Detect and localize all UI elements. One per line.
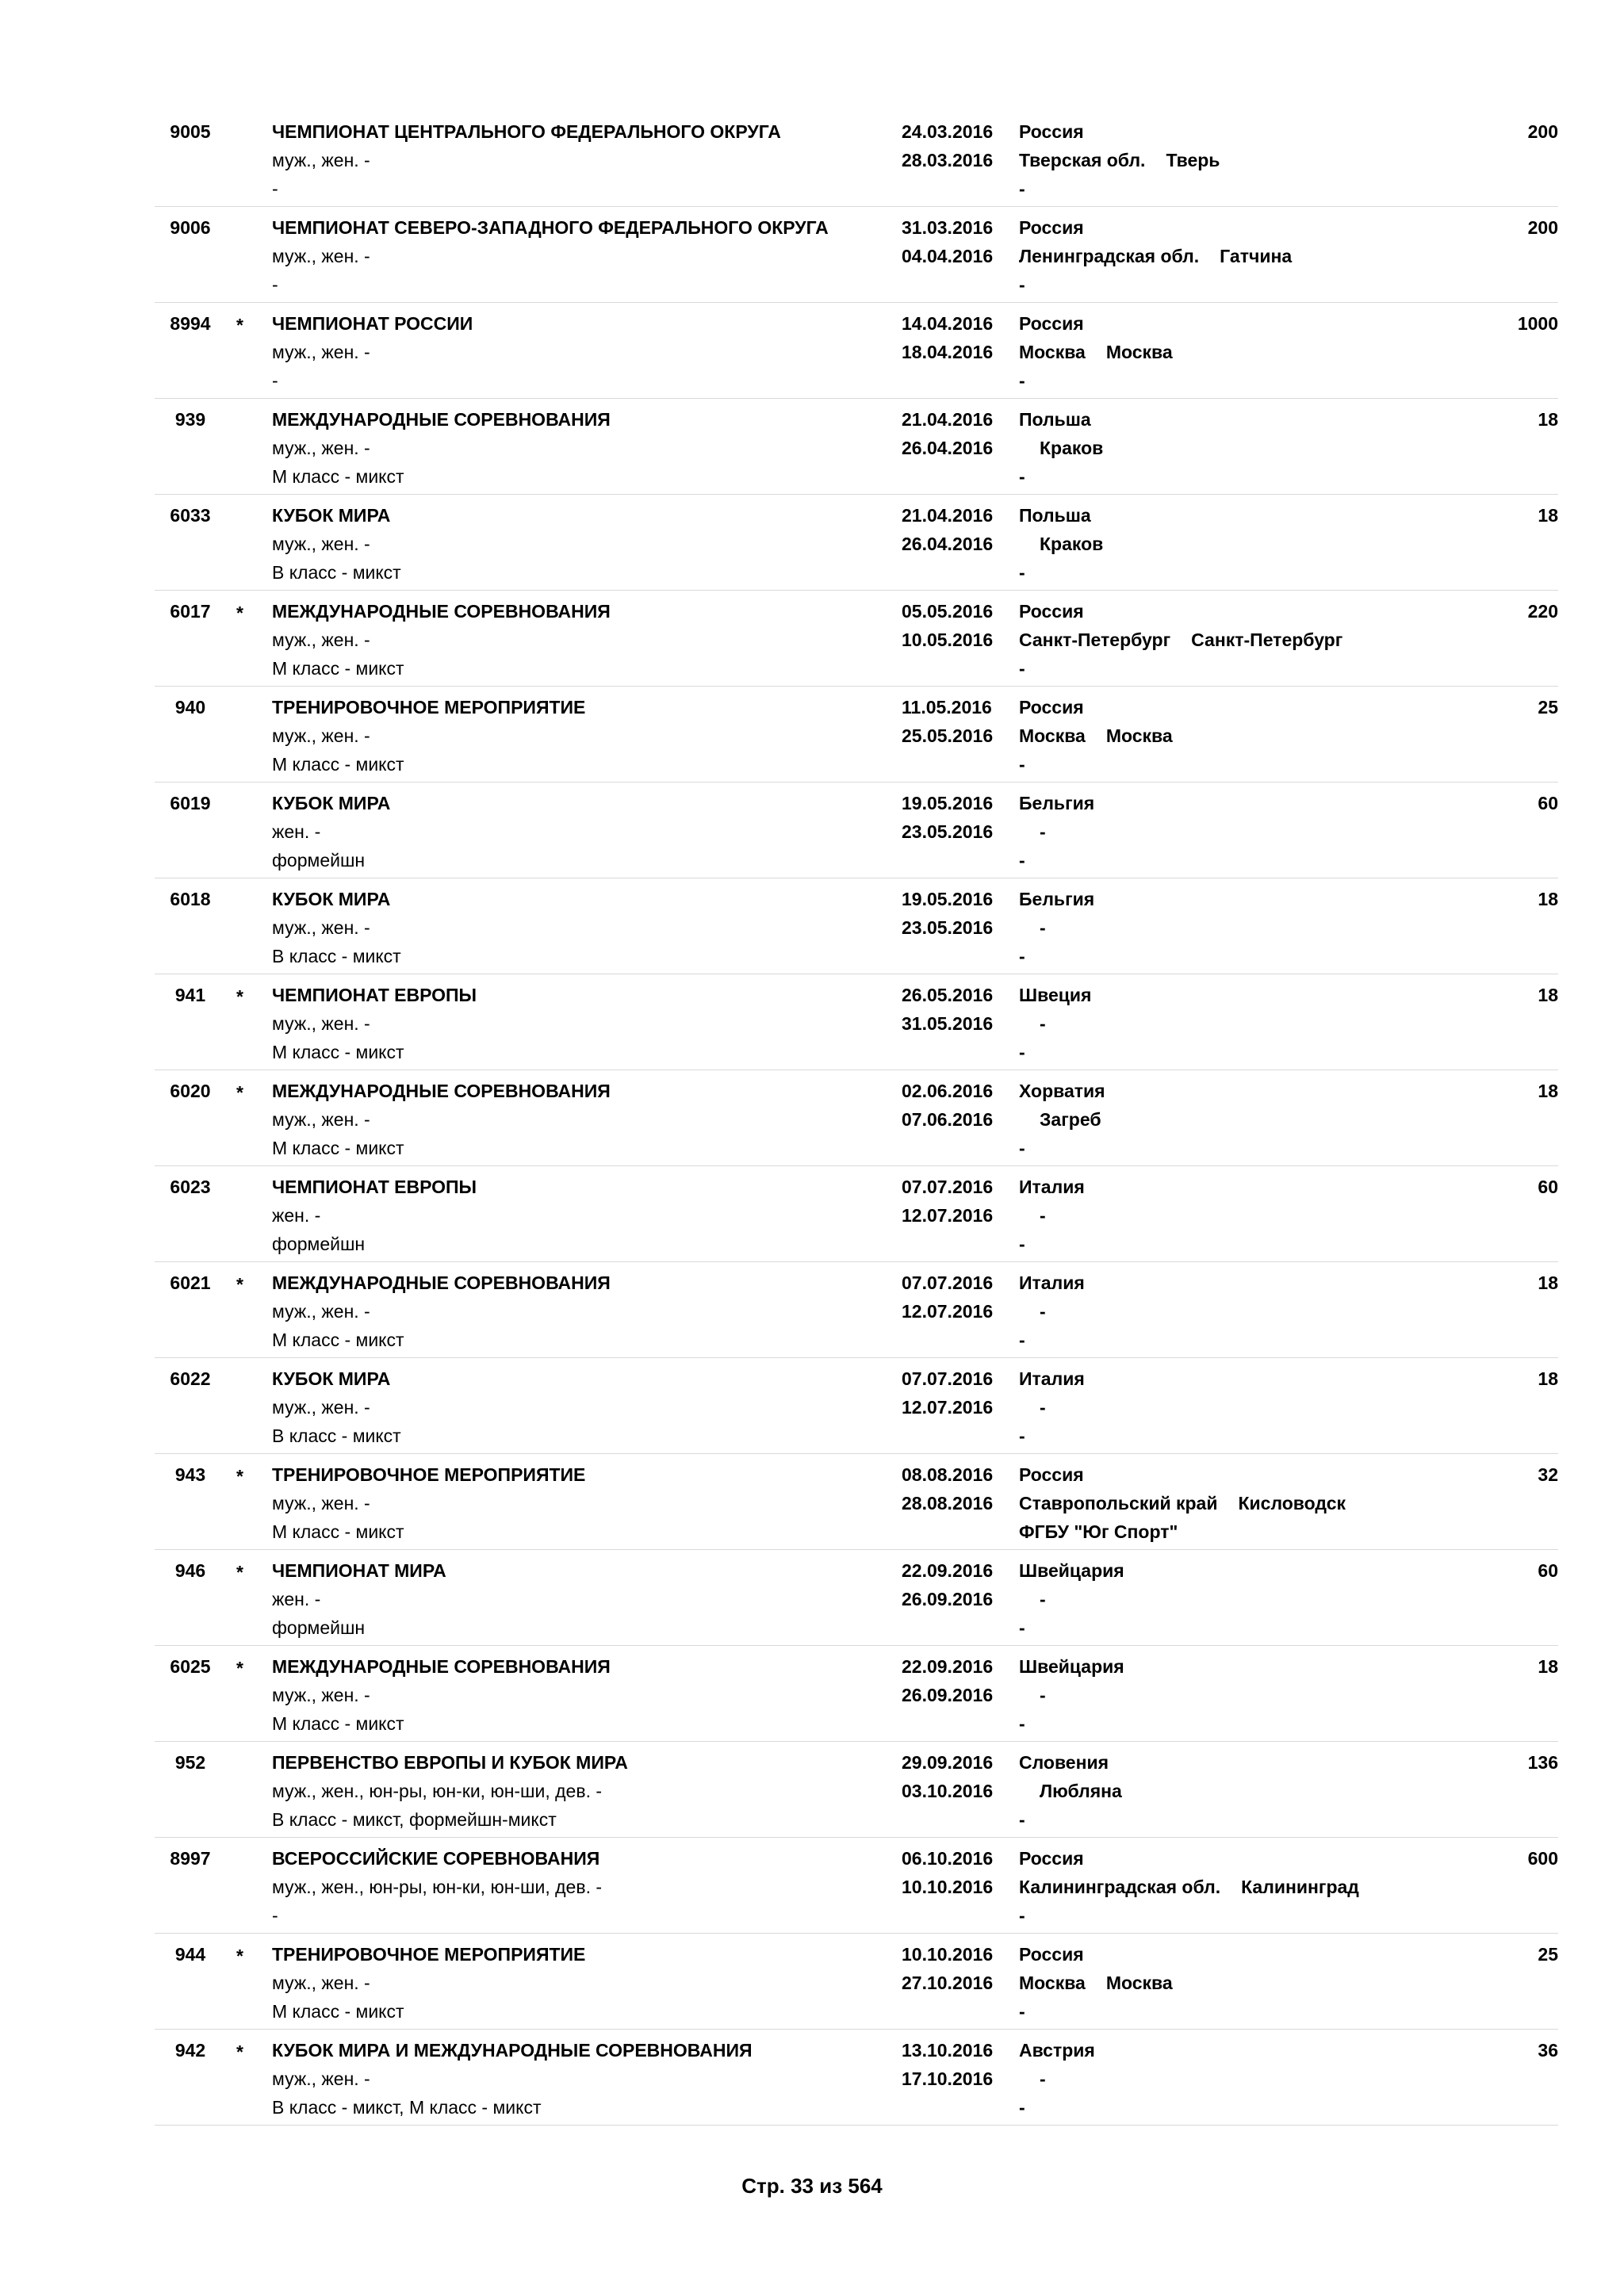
event-category: муж., жен. - <box>272 1493 370 1513</box>
event-title: ЧЕМПИОНАТ РОССИИ <box>272 313 473 334</box>
event-city: Москва <box>1105 725 1173 746</box>
event-participants: 18 <box>1538 505 1558 526</box>
event-classes: В класс - микст <box>272 946 401 966</box>
event-date-start: 21.04.2016 <box>902 505 994 526</box>
event-date-start: 08.08.2016 <box>902 1464 994 1485</box>
event-date-end: 27.10.2016 <box>902 1973 994 1993</box>
event-category: муж., жен. - <box>272 342 370 362</box>
event-id: 6019 <box>170 793 211 813</box>
event-location <box>1019 1777 1122 1805</box>
event-classes: М класс - микст <box>272 2001 404 2022</box>
event-participants: 200 <box>1527 121 1558 142</box>
event-category: муж., жен. - <box>272 1973 370 1993</box>
event-category: муж., жен. - <box>272 150 370 170</box>
event-classes: формейшн <box>272 1234 366 1254</box>
event-location <box>1019 434 1103 462</box>
event-row <box>155 974 1558 1070</box>
event-id: 6022 <box>170 1368 211 1389</box>
event-date-start: 07.07.2016 <box>902 1177 994 1197</box>
event-title: КУБОК МИРА <box>272 1368 391 1389</box>
event-row <box>155 878 1558 974</box>
event-participants: 18 <box>1538 1656 1558 1677</box>
event-date-end: 18.04.2016 <box>902 342 994 362</box>
event-participants: 25 <box>1538 1944 1558 1965</box>
event-date-start: 22.09.2016 <box>902 1656 994 1677</box>
event-city: - <box>1040 821 1046 842</box>
event-venue: - <box>1019 178 1025 199</box>
event-participants: 32 <box>1538 1464 1558 1485</box>
event-country: Россия <box>1019 1464 1084 1485</box>
event-date-end: 28.08.2016 <box>902 1493 994 1513</box>
event-participants: 220 <box>1527 601 1558 622</box>
event-row <box>155 1838 1558 1934</box>
event-id: 8997 <box>170 1848 211 1869</box>
event-city: Санкт-Петербург <box>1191 629 1343 650</box>
event-title: ВСЕРОССИЙСКИЕ СОРЕВНОВАНИЯ <box>272 1848 600 1869</box>
event-country: Швейцария <box>1019 1656 1124 1677</box>
event-venue: - <box>1019 2001 1025 2022</box>
event-category: жен. - <box>272 1205 321 1226</box>
event-classes: М класс - микст <box>272 1521 404 1542</box>
event-participants: 18 <box>1538 409 1558 430</box>
event-city: Тверь <box>1166 150 1220 170</box>
event-star-mark: * <box>236 1082 243 1103</box>
event-row <box>155 207 1558 303</box>
event-country: Бельгия <box>1019 793 1095 813</box>
event-city: Краков <box>1040 534 1104 554</box>
event-date-end: 10.10.2016 <box>902 1877 994 1897</box>
event-date-end: 10.05.2016 <box>902 629 994 650</box>
event-category: муж., жен. - <box>272 246 370 266</box>
event-title: МЕЖДУНАРОДНЫЕ СОРЕВНОВАНИЯ <box>272 601 611 622</box>
event-date-end: 04.04.2016 <box>902 246 994 266</box>
event-date-start: 07.07.2016 <box>902 1368 994 1389</box>
event-id: 6020 <box>170 1081 211 1101</box>
event-title: ЧЕМПИОНАТ МИРА <box>272 1560 446 1581</box>
event-row <box>155 1454 1558 1550</box>
event-title: ЧЕМПИОНАТ СЕВЕРО-ЗАПАДНОГО ФЕДЕРАЛЬНОГО ОКРУГА <box>272 217 829 238</box>
event-row <box>155 2030 1558 2126</box>
event-id: 944 <box>174 1944 206 1965</box>
event-country: Австрия <box>1019 2040 1095 2061</box>
event-date-start: 31.03.2016 <box>902 217 994 238</box>
event-date-start: 10.10.2016 <box>902 1944 994 1965</box>
event-date-end: 26.09.2016 <box>902 1685 994 1705</box>
event-id: 6033 <box>170 505 211 526</box>
event-city: Москва <box>1105 1973 1173 1993</box>
event-venue: - <box>1019 1425 1025 1446</box>
event-row <box>155 1742 1558 1838</box>
event-date-start: 26.05.2016 <box>902 985 994 1005</box>
event-venue: - <box>1019 466 1025 487</box>
event-city: Москва <box>1105 342 1173 362</box>
event-date-end: 31.05.2016 <box>902 1013 994 1034</box>
event-row <box>155 591 1558 687</box>
event-venue: - <box>1019 2097 1025 2118</box>
event-venue: - <box>1019 1617 1025 1638</box>
event-date-end: 12.07.2016 <box>902 1301 994 1322</box>
event-venue: - <box>1019 1138 1025 1158</box>
event-title: ЧЕМПИОНАТ ЕВРОПЫ <box>272 985 477 1005</box>
event-id: 6017 <box>170 601 211 622</box>
event-classes: - <box>272 178 278 199</box>
event-date-start: 29.09.2016 <box>902 1752 994 1773</box>
event-date-start: 05.05.2016 <box>902 601 994 622</box>
event-title: ТРЕНИРОВОЧНОЕ МЕРОПРИЯТИЕ <box>272 1464 586 1485</box>
event-country: Италия <box>1019 1177 1085 1197</box>
event-row <box>155 1934 1558 2030</box>
event-classes: - <box>272 274 278 295</box>
event-classes: М класс - микст <box>272 1330 404 1350</box>
event-venue: - <box>1019 946 1025 966</box>
event-city: Кисловодск <box>1238 1493 1346 1513</box>
event-id: 8994 <box>170 313 211 334</box>
event-star-mark: * <box>236 603 243 623</box>
event-title: ТРЕНИРОВОЧНОЕ МЕРОПРИЯТИЕ <box>272 697 586 718</box>
event-classes: формейшн <box>272 850 366 871</box>
event-country: Швеция <box>1019 985 1092 1005</box>
event-title: КУБОК МИРА И МЕЖДУНАРОДНЫЕ СОРЕВНОВАНИЯ <box>272 2040 753 2061</box>
event-participants: 18 <box>1538 889 1558 909</box>
event-location <box>1019 1681 1046 1709</box>
event-classes: В класс - микст, М класс - микст <box>272 2097 542 2118</box>
event-star-mark: * <box>236 315 243 335</box>
event-date-end: 26.09.2016 <box>902 1589 994 1609</box>
event-participants: 36 <box>1538 2040 1558 2061</box>
event-country: Россия <box>1019 1944 1084 1965</box>
event-classes: В класс - микст <box>272 1425 401 1446</box>
event-venue: - <box>1019 1234 1025 1254</box>
event-location <box>1019 1201 1046 1230</box>
event-date-start: 24.03.2016 <box>902 121 994 142</box>
event-date-start: 02.06.2016 <box>902 1081 994 1101</box>
event-star-mark: * <box>236 1466 243 1487</box>
event-category: жен. - <box>272 821 321 842</box>
event-id: 6023 <box>170 1177 211 1197</box>
event-date-start: 19.05.2016 <box>902 889 994 909</box>
event-country: Россия <box>1019 1848 1084 1869</box>
event-city: Гатчина <box>1220 246 1293 266</box>
event-title: КУБОК МИРА <box>272 793 391 813</box>
event-venue: - <box>1019 1330 1025 1350</box>
event-city: - <box>1040 1397 1046 1418</box>
event-star-mark: * <box>236 1274 243 1295</box>
event-title: ЧЕМПИОНАТ ЦЕНТРАЛЬНОГО ФЕДЕРАЛЬНОГО ОКРУГА <box>272 121 781 142</box>
event-row <box>155 687 1558 783</box>
event-classes: М класс - микст <box>272 1713 404 1734</box>
event-city: Любляна <box>1040 1781 1122 1801</box>
event-participants: 60 <box>1538 1560 1558 1581</box>
event-participants: 25 <box>1538 697 1558 718</box>
event-date-start: 07.07.2016 <box>902 1272 994 1293</box>
event-star-mark: * <box>236 986 243 1007</box>
event-participants: 200 <box>1527 217 1558 238</box>
event-location <box>1019 721 1173 750</box>
event-row <box>155 1550 1558 1646</box>
event-city: Калининград <box>1241 1877 1359 1897</box>
event-star-mark: * <box>236 1658 243 1678</box>
event-venue: - <box>1019 754 1025 775</box>
event-city: Краков <box>1040 438 1104 458</box>
event-category: муж., жен. - <box>272 917 370 938</box>
event-classes: М класс - микст <box>272 1138 404 1158</box>
event-category: муж., жен. - <box>272 1685 370 1705</box>
event-location <box>1019 1009 1046 1038</box>
event-date-start: 14.04.2016 <box>902 313 994 334</box>
event-category: муж., жен. - <box>272 629 370 650</box>
event-id: 9005 <box>170 121 211 142</box>
event-location <box>1019 242 1292 270</box>
event-location <box>1019 913 1046 942</box>
event-venue: - <box>1019 370 1025 391</box>
event-date-end: 26.04.2016 <box>902 438 994 458</box>
event-venue: - <box>1019 1809 1025 1830</box>
event-participants: 18 <box>1538 1272 1558 1293</box>
event-region: Москва <box>1019 342 1086 362</box>
event-classes: В класс - микст, формейшн-микст <box>272 1809 557 1830</box>
event-country: Россия <box>1019 601 1084 622</box>
event-category: муж., жен. - <box>272 725 370 746</box>
event-city: - <box>1040 2068 1046 2089</box>
event-id: 6021 <box>170 1272 211 1293</box>
event-row <box>155 1166 1558 1262</box>
event-venue: - <box>1019 1713 1025 1734</box>
event-category: жен. - <box>272 1589 321 1609</box>
event-country: Россия <box>1019 121 1084 142</box>
event-region: Калининградская обл. <box>1019 1877 1221 1897</box>
event-participants: 18 <box>1538 1368 1558 1389</box>
event-participants: 136 <box>1527 1752 1558 1773</box>
event-participants: 600 <box>1527 1848 1558 1869</box>
event-title: МЕЖДУНАРОДНЫЕ СОРЕВНОВАНИЯ <box>272 1656 611 1677</box>
event-region: Санкт-Петербург <box>1019 629 1171 650</box>
event-location <box>1019 338 1173 366</box>
event-location <box>1019 530 1103 558</box>
event-date-start: 11.05.2016 <box>902 697 992 718</box>
event-star-mark: * <box>236 2042 243 2062</box>
event-classes: формейшн <box>272 1617 366 1638</box>
event-venue: - <box>1019 562 1025 583</box>
event-venue: ФГБУ "Юг Спорт" <box>1019 1521 1178 1542</box>
event-row <box>155 1262 1558 1358</box>
event-location <box>1019 1489 1346 1517</box>
event-title: МЕЖДУНАРОДНЫЕ СОРЕВНОВАНИЯ <box>272 1081 611 1101</box>
event-location <box>1019 1873 1359 1901</box>
event-id: 6018 <box>170 889 211 909</box>
event-category: муж., жен. - <box>272 438 370 458</box>
event-venue: - <box>1019 658 1025 679</box>
event-row <box>155 1358 1558 1454</box>
event-category: муж., жен., юн-ры, юн-ки, юн-ши, дев. - <box>272 1877 603 1897</box>
event-location <box>1019 817 1046 846</box>
event-category: муж., жен. - <box>272 1109 370 1130</box>
event-location <box>1019 1585 1046 1613</box>
event-category: муж., жен. - <box>272 2068 370 2089</box>
event-classes: - <box>272 370 278 391</box>
event-participants: 1000 <box>1517 313 1558 334</box>
event-region: Ставропольский край <box>1019 1493 1218 1513</box>
event-id: 952 <box>174 1752 206 1773</box>
event-date-start: 13.10.2016 <box>902 2040 994 2061</box>
event-star-mark: * <box>236 1562 243 1582</box>
event-country: Россия <box>1019 697 1084 718</box>
event-id: 943 <box>174 1464 206 1485</box>
page-number: Стр. 33 из 564 <box>741 2174 883 2198</box>
event-date-start: 06.10.2016 <box>902 1848 994 1869</box>
event-region: Тверская обл. <box>1019 150 1146 170</box>
event-participants: 18 <box>1538 985 1558 1005</box>
event-city: - <box>1040 1205 1046 1226</box>
event-title: ПЕРВЕНСТВО ЕВРОПЫ И КУБОК МИРА <box>272 1752 628 1773</box>
event-id: 939 <box>174 409 206 430</box>
event-date-start: 21.04.2016 <box>902 409 994 430</box>
event-title: КУБОК МИРА <box>272 505 391 526</box>
event-row <box>155 303 1558 399</box>
event-country: Бельгия <box>1019 889 1095 909</box>
event-row <box>155 1646 1558 1742</box>
event-title: ТРЕНИРОВОЧНОЕ МЕРОПРИЯТИЕ <box>272 1944 586 1965</box>
event-date-end: 17.10.2016 <box>902 2068 994 2089</box>
event-title: МЕЖДУНАРОДНЫЕ СОРЕВНОВАНИЯ <box>272 1272 611 1293</box>
event-country: Хорватия <box>1019 1081 1105 1101</box>
event-category: муж., жен. - <box>272 1397 370 1418</box>
event-country: Польша <box>1019 505 1091 526</box>
event-date-end: 03.10.2016 <box>902 1781 994 1801</box>
event-date-end: 25.05.2016 <box>902 725 994 746</box>
event-location <box>1019 2064 1046 2093</box>
event-id: 940 <box>174 697 206 718</box>
event-classes: М класс - микст <box>272 1042 404 1062</box>
event-row <box>155 111 1558 207</box>
event-country: Италия <box>1019 1368 1085 1389</box>
event-row <box>155 1070 1558 1166</box>
event-participants: 18 <box>1538 1081 1558 1101</box>
event-title: КУБОК МИРА <box>272 889 391 909</box>
event-classes: - <box>272 1905 278 1926</box>
event-country: Польша <box>1019 409 1091 430</box>
event-date-end: 28.03.2016 <box>902 150 994 170</box>
event-city: - <box>1040 1301 1046 1322</box>
event-classes: М класс - микст <box>272 466 404 487</box>
event-category: муж., жен. - <box>272 534 370 554</box>
event-id: 946 <box>174 1560 206 1581</box>
event-city: - <box>1040 1685 1046 1705</box>
event-participants: 60 <box>1538 793 1558 813</box>
event-date-end: 26.04.2016 <box>902 534 994 554</box>
event-classes: В класс - микст <box>272 562 401 583</box>
event-row <box>155 399 1558 495</box>
event-row <box>155 495 1558 591</box>
event-location <box>1019 626 1342 654</box>
event-category: муж., жен. - <box>272 1301 370 1322</box>
event-date-end: 07.06.2016 <box>902 1109 994 1130</box>
event-id: 941 <box>174 985 206 1005</box>
event-location <box>1019 1393 1046 1422</box>
event-city: Загреб <box>1040 1109 1101 1130</box>
event-venue: - <box>1019 850 1025 871</box>
event-date-end: 23.05.2016 <box>902 917 994 938</box>
event-city: - <box>1040 1589 1046 1609</box>
event-city: - <box>1040 1013 1046 1034</box>
event-row <box>155 783 1558 878</box>
event-location <box>1019 1969 1173 1997</box>
event-category: муж., жен. - <box>272 1013 370 1034</box>
event-location <box>1019 1105 1101 1134</box>
event-country: Италия <box>1019 1272 1085 1293</box>
event-date-end: 12.07.2016 <box>902 1397 994 1418</box>
event-date-end: 23.05.2016 <box>902 821 994 842</box>
event-country: Словения <box>1019 1752 1109 1773</box>
event-location <box>1019 1297 1046 1326</box>
event-title: МЕЖДУНАРОДНЫЕ СОРЕВНОВАНИЯ <box>272 409 611 430</box>
event-title: ЧЕМПИОНАТ ЕВРОПЫ <box>272 1177 477 1197</box>
event-category: муж., жен., юн-ры, юн-ки, юн-ши, дев. - <box>272 1781 603 1801</box>
event-participants: 60 <box>1538 1177 1558 1197</box>
event-venue: - <box>1019 1905 1025 1926</box>
event-location <box>1019 146 1220 174</box>
event-date-end: 12.07.2016 <box>902 1205 994 1226</box>
event-region: Москва <box>1019 725 1086 746</box>
event-country: Россия <box>1019 313 1084 334</box>
event-star-mark: * <box>236 1946 243 1966</box>
event-id: 942 <box>174 2040 206 2061</box>
event-city: - <box>1040 917 1046 938</box>
event-venue: - <box>1019 274 1025 295</box>
event-id: 6025 <box>170 1656 211 1677</box>
event-date-start: 22.09.2016 <box>902 1560 994 1581</box>
events-list <box>155 111 1558 2126</box>
event-region: Ленинградская обл. <box>1019 246 1200 266</box>
event-country: Россия <box>1019 217 1084 238</box>
event-date-start: 19.05.2016 <box>902 793 994 813</box>
event-venue: - <box>1019 1042 1025 1062</box>
event-classes: М класс - микст <box>272 658 404 679</box>
event-classes: М класс - микст <box>272 754 404 775</box>
event-id: 9006 <box>170 217 211 238</box>
event-country: Швейцария <box>1019 1560 1124 1581</box>
event-region: Москва <box>1019 1973 1086 1993</box>
